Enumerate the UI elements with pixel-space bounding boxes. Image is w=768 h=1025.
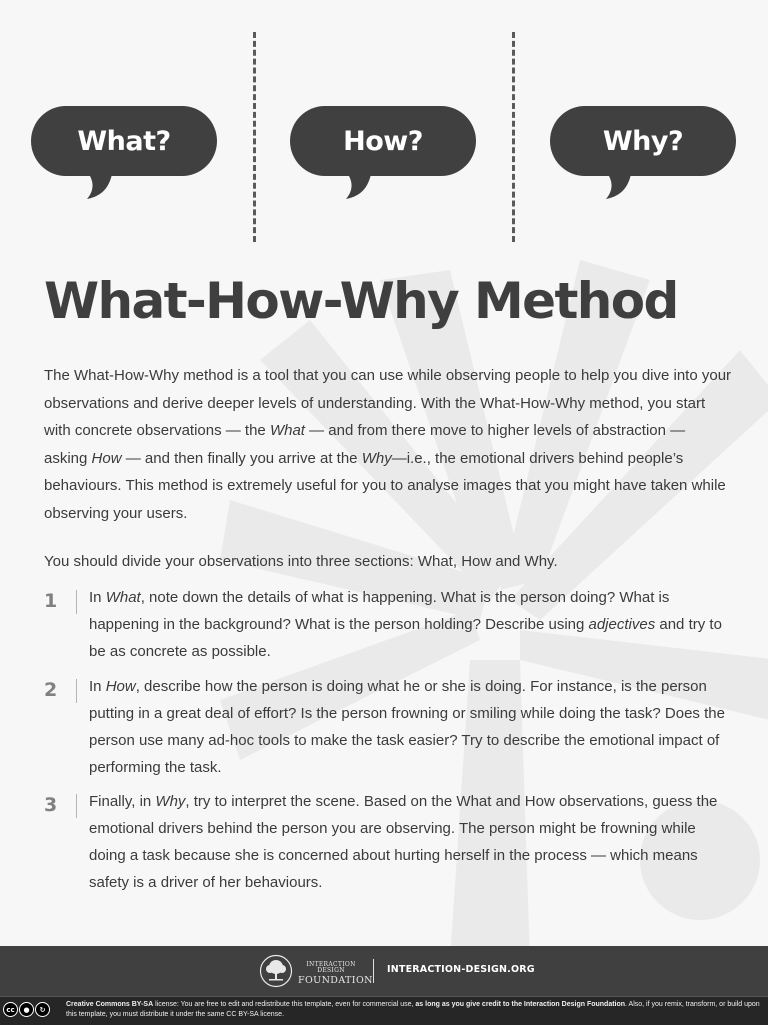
bubble-label-why: Why? [602,125,684,157]
logo-small-text: INTERACTION DESIGN [306,961,356,974]
step-text-part: Finally, in [89,793,156,810]
attribution-icon: ● [19,1002,34,1017]
intro-text: —i.e., the emotional drivers behind people’s behaviours. This method is extremely useful for you to analyse images that you might have taken while observing your users. [44,449,726,522]
step-text-part: In [89,678,106,695]
logo-big-text: FOUNDATION [298,975,373,986]
divide-instruction: You should divide your observations into three sections: What, How and Why. [44,553,558,570]
step-text-part: , note down the details of what is happening. What is the person doing? What is happening in the background? What is the person holding? Describe using [89,589,670,633]
intro-emphasis-why: Why [361,449,392,467]
step-divider [76,794,77,818]
speech-bubble-tail-icon [83,168,113,200]
footer-bar [0,946,768,996]
step-number: 2 [44,679,58,701]
intro-paragraph [44,362,732,527]
intro-text: — and from there move to higher levels of abstraction — asking [44,422,686,467]
foundation-logo-text [298,961,373,986]
intro-text: The What-How-Why method is a tool that you can use while observing people to help you dive into your observations and derive deeper levels of understanding. With the What-How-Why method, you start with concrete observations — the [44,367,732,439]
license-bold: as long as you give credit to the Interaction Design Foundation [415,1001,626,1008]
step-number: 3 [44,794,58,816]
license-bold: Creative Commons BY-SA [66,1001,154,1008]
intro-emphasis-how: How [91,449,122,467]
step-divider [76,590,77,614]
step-emphasis: adjectives [588,616,656,633]
intro-emphasis-what: What [269,422,305,439]
step-text [89,673,734,781]
cc-license-icons [3,1002,50,1020]
dashed-divider-left [253,32,256,242]
footer-separator [373,959,374,983]
speech-bubble-how [290,106,476,176]
website-link[interactable]: INTERACTION-DESIGN.ORG [387,964,535,975]
speech-bubble-why [550,106,736,176]
step-emphasis: What [105,589,141,606]
intro-text: — and then finally you arrive at the [121,449,362,467]
license-bar [0,996,768,1025]
page-title: What-How-Why Method [44,272,678,330]
step-text-part: , describe how the person is doing what he or she is doing. For instance, is the person putting in a great deal of effort? Is the person frowning or smiling while doing the task? Does the person use many ad-hoc tools to make the task easier? Try to describe the emotional impact of performing the task. [89,678,725,776]
speech-bubble-tail-icon [602,168,632,200]
dashed-divider-right [512,32,515,242]
share-alike-icon: ↻ [35,1002,50,1017]
speech-bubble-tail-icon [342,168,372,200]
license-part: license: You are free to edit and redistribute this template, even for commercial use, [153,1001,416,1008]
step-text-part: In [89,589,106,606]
step-text [89,788,734,896]
speech-bubble-what [31,106,217,176]
step-emphasis: Why [155,793,186,810]
cc-icon: cc [3,1002,18,1017]
license-part: . Also, if you remix, transform, or build upon this template, you must distribute it under the same CC BY-SA license. [66,1001,760,1018]
license-text [66,1000,762,1019]
step-text-part: and try to be as concrete as possible. [89,616,722,660]
bubble-label-what: What? [77,125,171,157]
step-divider [76,679,77,703]
step-emphasis: How [105,678,136,695]
step-number: 1 [44,590,58,612]
tree-logo-icon [259,954,293,988]
step-text [89,584,734,665]
step-text-part: , try to interpret the scene. Based on the What and How observations, guess the emotional drivers behind the person you are observing. The person might be frowning while doing a task because she is concerned about hurting herself in the process — which means safety is a driver of her behaviours. [89,793,718,891]
bubble-label-how: How? [343,125,423,157]
